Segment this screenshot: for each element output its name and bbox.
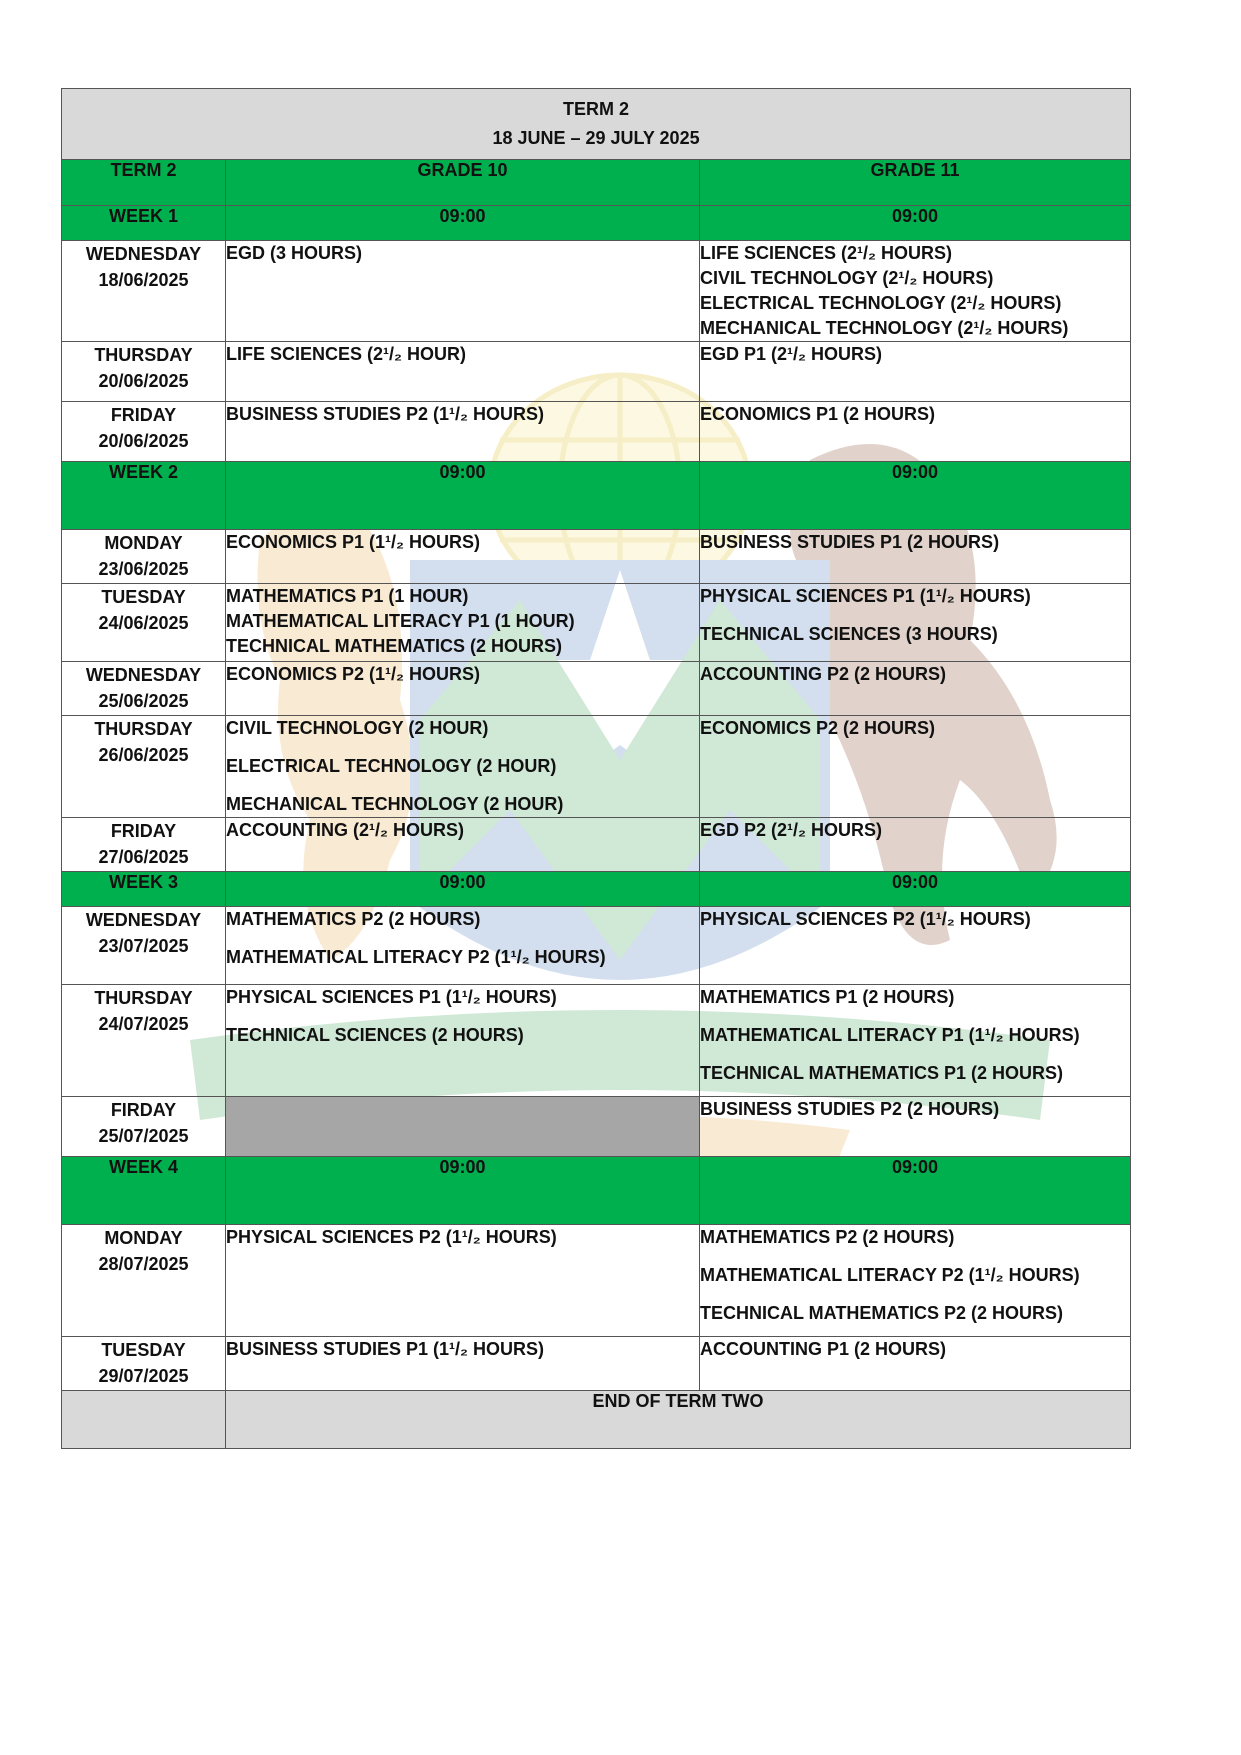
day-name: WEDNESDAY bbox=[85, 244, 202, 264]
exam-subject: MATHEMATICAL LITERACY P1 (1¹/₂ HOURS) bbox=[700, 1025, 1080, 1045]
exam-subject: LIFE SCIENCES (2¹/₂ HOURS) bbox=[700, 243, 953, 263]
grade10-subjects-cell bbox=[226, 716, 700, 818]
exam-subject: EGD P2 (2¹/₂ HOURS) bbox=[700, 820, 883, 840]
grade10-column-header: GRADE 10 bbox=[226, 160, 700, 206]
day-date: 25/06/2025 bbox=[98, 691, 189, 711]
day-name: THURSDAY bbox=[94, 719, 193, 739]
exam-subject: BUSINESS STUDIES P2 (1¹/₂ HOURS) bbox=[226, 404, 545, 424]
day-date: 23/07/2025 bbox=[98, 936, 189, 956]
grade10-subjects-cell bbox=[226, 1337, 700, 1391]
exam-subject: MECHANICAL TECHNOLOGY (2 HOUR) bbox=[226, 794, 564, 814]
exam-subject: EGD (3 HOURS) bbox=[226, 243, 363, 263]
day-cell bbox=[62, 716, 226, 818]
day-row bbox=[62, 716, 1131, 818]
grade10-time: 09:00 bbox=[226, 462, 700, 530]
end-of-term-row bbox=[62, 1391, 1131, 1449]
exam-subject: MATHEMATICS P1 (2 HOURS) bbox=[700, 987, 955, 1007]
day-date: 20/06/2025 bbox=[98, 371, 189, 391]
day-row bbox=[62, 402, 1131, 462]
day-cell bbox=[62, 662, 226, 716]
grade11-column-header: GRADE 11 bbox=[700, 160, 1131, 206]
day-row bbox=[62, 1097, 1131, 1157]
day-row bbox=[62, 241, 1131, 342]
day-cell bbox=[62, 1337, 226, 1391]
exam-subject: ECONOMICS P1 (2 HOURS) bbox=[700, 404, 936, 424]
day-cell bbox=[62, 907, 226, 985]
grade10-subjects-cell bbox=[226, 584, 700, 662]
day-cell bbox=[62, 584, 226, 662]
day-date: 25/07/2025 bbox=[98, 1126, 189, 1146]
grade11-time: 09:00 bbox=[700, 462, 1131, 530]
day-cell bbox=[62, 530, 226, 584]
date-range: 18 JUNE – 29 JULY 2025 bbox=[492, 128, 700, 148]
grade11-subjects-cell bbox=[700, 342, 1131, 402]
grade11-subjects-cell bbox=[700, 818, 1131, 872]
grade10-blank-cell bbox=[226, 1097, 700, 1157]
day-row bbox=[62, 907, 1131, 985]
day-date: 28/07/2025 bbox=[98, 1254, 189, 1274]
grade11-subjects-cell bbox=[700, 1225, 1131, 1337]
day-cell bbox=[62, 818, 226, 872]
title-cell bbox=[62, 89, 1131, 160]
end-blank-cell bbox=[62, 1391, 226, 1449]
week-header-row bbox=[62, 206, 1131, 241]
exam-subject: MECHANICAL TECHNOLOGY (2¹/₂ HOURS) bbox=[700, 318, 1069, 338]
grade11-subjects-cell bbox=[700, 241, 1131, 342]
day-date: 18/06/2025 bbox=[98, 270, 189, 290]
day-cell bbox=[62, 985, 226, 1097]
day-date: 27/06/2025 bbox=[98, 847, 189, 867]
exam-subject: CIVIL TECHNOLOGY (2¹/₂ HOURS) bbox=[700, 268, 994, 288]
grade11-time: 09:00 bbox=[700, 206, 1131, 241]
week-label: WEEK 1 bbox=[62, 206, 226, 241]
exam-subject: LIFE SCIENCES (2¹/₂ HOUR) bbox=[226, 344, 467, 364]
exam-subject: MATHEMATICS P1 (1 HOUR) bbox=[226, 586, 469, 606]
grade11-subjects-cell bbox=[700, 1097, 1131, 1157]
grade11-subjects-cell bbox=[700, 662, 1131, 716]
exam-subject: TECHNICAL MATHEMATICS P1 (2 HOURS) bbox=[700, 1063, 1064, 1083]
week-label: WEEK 4 bbox=[62, 1157, 226, 1225]
exam-subject: ELECTRICAL TECHNOLOGY (2¹/₂ HOURS) bbox=[700, 293, 1062, 313]
day-row bbox=[62, 1225, 1131, 1337]
day-row bbox=[62, 530, 1131, 584]
exam-subject: ACCOUNTING P2 (2 HOURS) bbox=[700, 664, 947, 684]
grade10-subjects-cell bbox=[226, 530, 700, 584]
exam-subject: TECHNICAL MATHEMATICS P2 (2 HOURS) bbox=[700, 1303, 1064, 1323]
grade10-time: 09:00 bbox=[226, 872, 700, 907]
exam-timetable bbox=[61, 88, 1131, 1449]
grade10-subjects-cell bbox=[226, 907, 700, 985]
day-name: MONDAY bbox=[104, 533, 183, 553]
day-name: WEDNESDAY bbox=[85, 665, 202, 685]
day-cell bbox=[62, 241, 226, 342]
grade11-subjects-cell bbox=[700, 402, 1131, 462]
grade11-time: 09:00 bbox=[700, 1157, 1131, 1225]
grade10-time: 09:00 bbox=[226, 206, 700, 241]
exam-subject: ACCOUNTING P1 (2 HOURS) bbox=[700, 1339, 947, 1359]
week-header-row bbox=[62, 1157, 1131, 1225]
day-cell bbox=[62, 402, 226, 462]
exam-subject: ECONOMICS P1 (1¹/₂ HOURS) bbox=[226, 532, 481, 552]
exam-subject: BUSINESS STUDIES P1 (2 HOURS) bbox=[700, 532, 1000, 552]
day-date: 20/06/2025 bbox=[98, 431, 189, 451]
grade10-subjects-cell bbox=[226, 342, 700, 402]
day-date: 23/06/2025 bbox=[98, 559, 189, 579]
exam-subject: MATHEMATICAL LITERACY P2 (1¹/₂ HOURS) bbox=[700, 1265, 1080, 1285]
exam-subject: PHYSICAL SCIENCES P1 (1¹/₂ HOURS) bbox=[700, 586, 1031, 606]
day-date: 26/06/2025 bbox=[98, 745, 189, 765]
exam-subject: TECHNICAL SCIENCES (2 HOURS) bbox=[226, 1025, 524, 1045]
grade11-subjects-cell bbox=[700, 985, 1131, 1097]
exam-subject: PHYSICAL SCIENCES P1 (1¹/₂ HOURS) bbox=[226, 987, 557, 1007]
day-name: THURSDAY bbox=[94, 988, 193, 1008]
day-row bbox=[62, 342, 1131, 402]
exam-subject: MATHEMATICS P2 (2 HOURS) bbox=[226, 909, 481, 929]
day-name: FIRDAY bbox=[110, 1100, 177, 1120]
grade10-subjects-cell bbox=[226, 818, 700, 872]
grade10-subjects-cell bbox=[226, 985, 700, 1097]
grade11-subjects-cell bbox=[700, 1337, 1131, 1391]
exam-subject: PHYSICAL SCIENCES P2 (1¹/₂ HOURS) bbox=[226, 1227, 557, 1247]
grade11-subjects-cell bbox=[700, 584, 1131, 662]
term-column-header: TERM 2 bbox=[62, 160, 226, 206]
day-cell bbox=[62, 1225, 226, 1337]
exam-subject: ELECTRICAL TECHNOLOGY (2 HOUR) bbox=[226, 756, 557, 776]
day-row bbox=[62, 818, 1131, 872]
week-label: WEEK 3 bbox=[62, 872, 226, 907]
exam-subject: BUSINESS STUDIES P2 (2 HOURS) bbox=[700, 1099, 1000, 1119]
day-name: TUESDAY bbox=[101, 1340, 186, 1360]
exam-subject: ACCOUNTING (2¹/₂ HOURS) bbox=[226, 820, 464, 840]
day-cell bbox=[62, 1097, 226, 1157]
day-name: MONDAY bbox=[104, 1228, 183, 1248]
grade10-time: 09:00 bbox=[226, 1157, 700, 1225]
exam-subject: MATHEMATICS P2 (2 HOURS) bbox=[700, 1227, 955, 1247]
grade11-subjects-cell bbox=[700, 716, 1131, 818]
day-date: 24/07/2025 bbox=[98, 1014, 189, 1034]
exam-subject: MATHEMATICAL LITERACY P1 (1 HOUR) bbox=[226, 611, 575, 631]
day-row bbox=[62, 985, 1131, 1097]
day-name: THURSDAY bbox=[94, 345, 193, 365]
term-title: TERM 2 bbox=[563, 99, 630, 119]
exam-subject: BUSINESS STUDIES P1 (1¹/₂ HOURS) bbox=[226, 1339, 545, 1359]
grade10-subjects-cell bbox=[226, 662, 700, 716]
end-of-term-label: END OF TERM TWO bbox=[226, 1391, 1131, 1449]
day-name: WEDNESDAY bbox=[85, 910, 202, 930]
week-label: WEEK 2 bbox=[62, 462, 226, 530]
exam-subject: PHYSICAL SCIENCES P2 (1¹/₂ HOURS) bbox=[700, 909, 1031, 929]
exam-subject: CIVIL TECHNOLOGY (2 HOUR) bbox=[226, 718, 489, 738]
exam-subject: TECHNICAL MATHEMATICS (2 HOURS) bbox=[226, 636, 562, 656]
day-row bbox=[62, 1337, 1131, 1391]
week-header-row bbox=[62, 462, 1131, 530]
grade11-subjects-cell bbox=[700, 530, 1131, 584]
exam-subject: MATHEMATICAL LITERACY P2 (1¹/₂ HOURS) bbox=[226, 947, 606, 967]
day-name: FRIDAY bbox=[110, 821, 177, 841]
grade10-subjects-cell bbox=[226, 402, 700, 462]
exam-subject: TECHNICAL SCIENCES (3 HOURS) bbox=[700, 624, 998, 644]
column-header-row bbox=[62, 160, 1131, 206]
day-date: 24/06/2025 bbox=[98, 613, 189, 633]
day-name: FRIDAY bbox=[110, 405, 177, 425]
grade10-subjects-cell bbox=[226, 241, 700, 342]
grade11-subjects-cell bbox=[700, 907, 1131, 985]
exam-subject: ECONOMICS P2 (2 HOURS) bbox=[700, 718, 936, 738]
title-row bbox=[62, 89, 1131, 160]
grade11-time: 09:00 bbox=[700, 872, 1131, 907]
exam-subject: EGD P1 (2¹/₂ HOURS) bbox=[700, 344, 883, 364]
week-header-row bbox=[62, 872, 1131, 907]
exam-subject: ECONOMICS P2 (1¹/₂ HOURS) bbox=[226, 664, 481, 684]
day-name: TUESDAY bbox=[101, 587, 186, 607]
day-row bbox=[62, 584, 1131, 662]
day-row bbox=[62, 662, 1131, 716]
grade10-subjects-cell bbox=[226, 1225, 700, 1337]
day-date: 29/07/2025 bbox=[98, 1366, 189, 1386]
day-cell bbox=[62, 342, 226, 402]
